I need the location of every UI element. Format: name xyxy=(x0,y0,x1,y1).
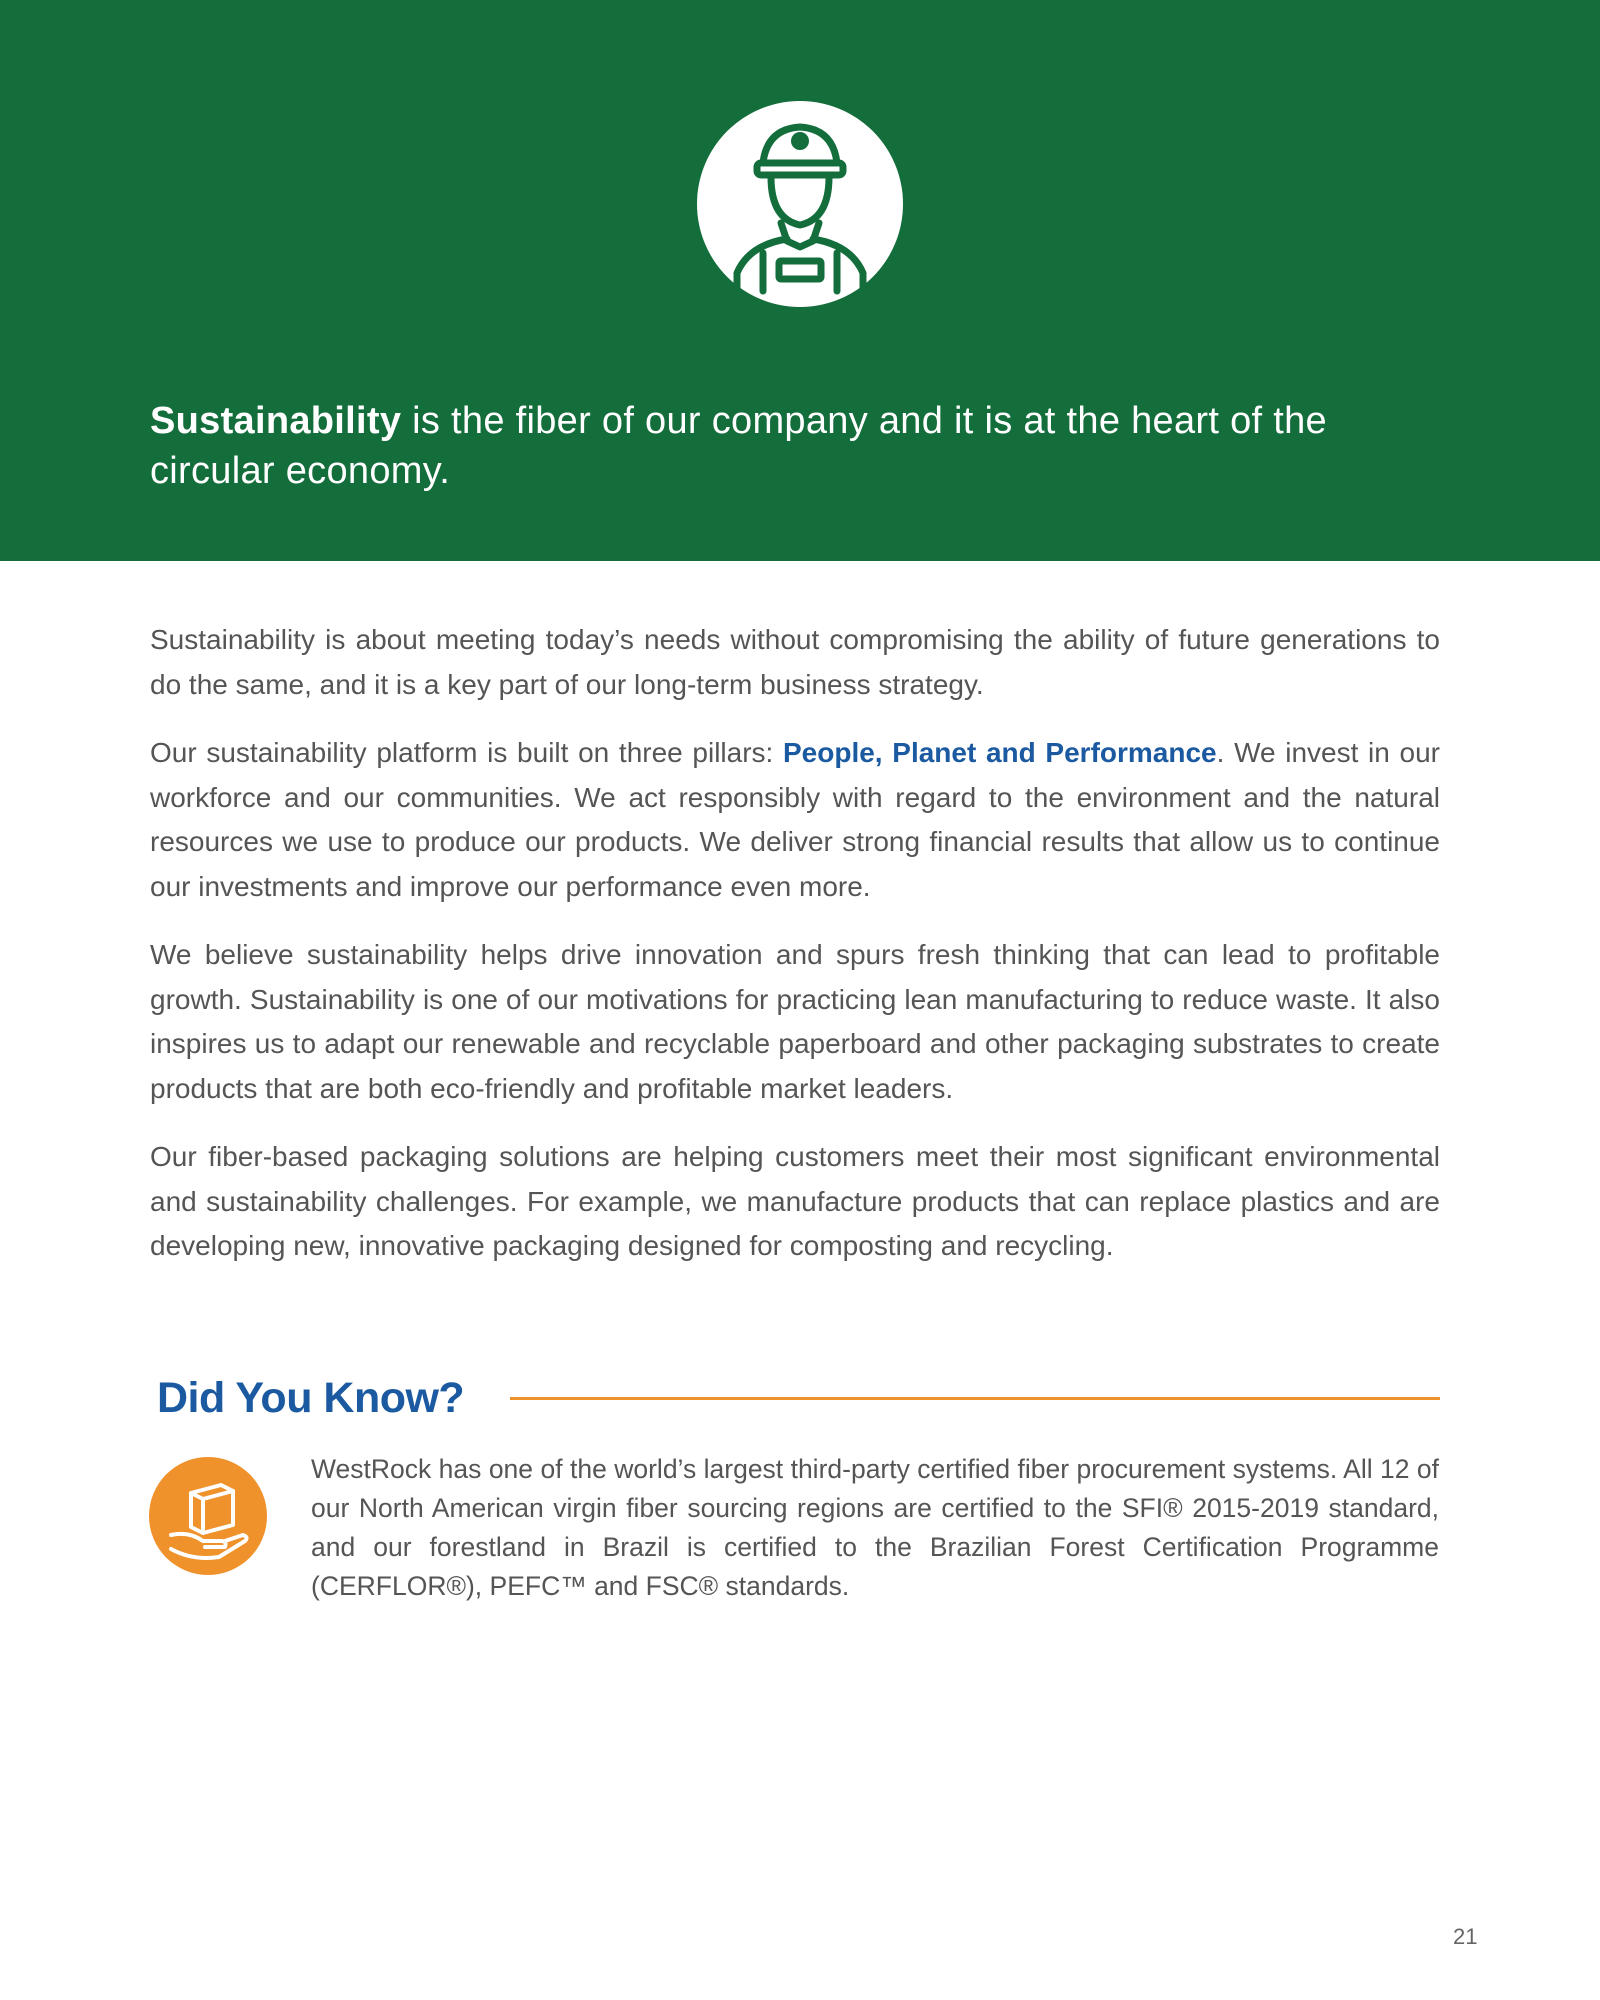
did-you-know-divider xyxy=(510,1397,1440,1400)
paragraph-4: Our fiber-based packaging solutions are helping customers meet their most significant environmental and sustainability challenges. For example, we manufacture products that can replace plastics and are developing new, innovative packaging designed for composting and recycling. xyxy=(150,1141,1440,1261)
pillars-highlight: People, Planet and Performance xyxy=(783,737,1217,768)
did-you-know-title: Did You Know? xyxy=(157,1374,465,1422)
headline-bold: Sustainability xyxy=(150,400,402,442)
paragraph-2 xyxy=(150,731,1440,909)
hero-banner xyxy=(0,0,1600,561)
construction-worker-icon xyxy=(697,101,903,307)
headline-rest: is the fiber of our company and it is at the heart of the circular economy. xyxy=(150,400,1327,492)
hero-headline xyxy=(150,396,1450,496)
did-you-know-text: WestRock has one of the world’s largest third-party certified fiber procurement systems. All 12 of our North American virgin fiber sourcing regions are certified to the SFI® 2015-2019 standard, and our forestland in Brazil is certified to the Brazilian Forest Certification Programme (CERFLOR®), PEFC™ and FSC® standards. xyxy=(311,1454,1439,1601)
paragraph-2-rest: . We invest in our workforce and our communities. We act responsibly with regard to the environment and the natural resources we use to produce our products. We deliver strong financial results that allow us to continue our investments and improve our performance even more. xyxy=(150,737,1440,902)
page-number: 21 xyxy=(1453,1924,1478,1949)
hand-holding-box-icon xyxy=(149,1457,267,1575)
paragraph-2-intro: Our sustainability platform is built on three pillars: xyxy=(150,737,783,768)
body-text xyxy=(150,618,1440,1293)
paragraph-3: We believe sustainability helps drive innovation and spurs fresh thinking that can lead to profitable growth. Sustainability is one of our motivations for practicing lean manufacturing to reduce waste. It also inspires us to adapt our renewable and recyclable paperboard and other packaging substrates to create products that are both eco-friendly and profitable market leaders. xyxy=(150,939,1440,1104)
paragraph-1: Sustainability is about meeting today’s needs without compromising the ability of future generations to do the same, and it is a key part of our long-term business strategy. xyxy=(150,624,1440,700)
